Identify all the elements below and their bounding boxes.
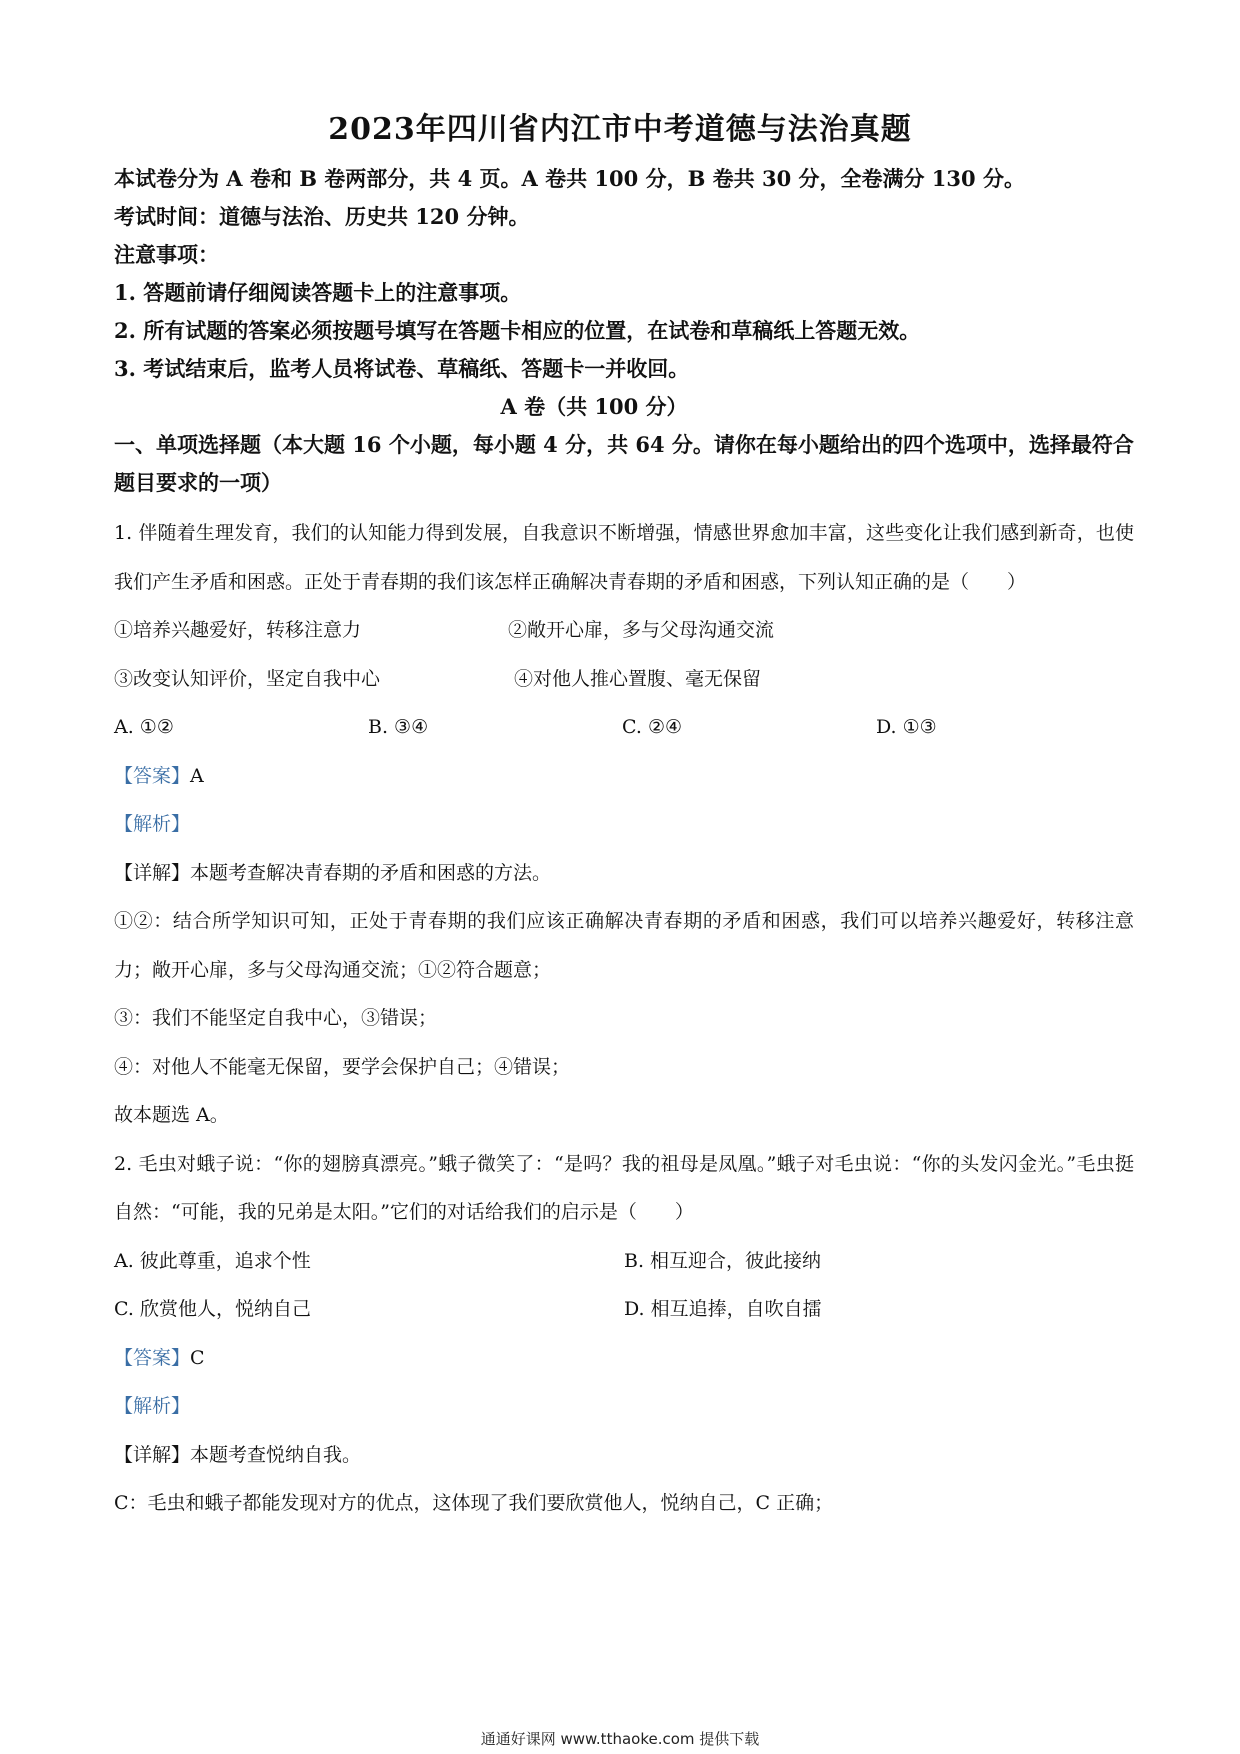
question-1-statements-row bbox=[114, 655, 1134, 704]
part1-heading: 一、单项选择题（本大题 16 个小题，每小题 4 分，共 64 分。请你在每小题给出的四个选项中，选择最符合题目要求的一项） bbox=[114, 432, 1134, 495]
detail-line: 【详解】本题考查悦纳自我。 bbox=[114, 1443, 362, 1466]
question-2-stem: 2. 毛虫对蛾子说：“你的翅膀真漂亮。”蛾子微笑了：“是吗？我的祖母是凤凰。”蛾子对毛虫说：“你的头发闪金光。”毛虫挺自然：“可能，我的兄弟是太阳。”它们的对话给我们的启示是（ ） bbox=[114, 1152, 1134, 1223]
statement: ④对他人推心置腹、毫无保留 bbox=[514, 667, 762, 690]
answer-line bbox=[114, 1334, 1134, 1383]
answer-value: A bbox=[190, 764, 204, 787]
question-1-options bbox=[114, 703, 1134, 752]
statement: ③改变认知评价，坚定自我中心 bbox=[114, 667, 381, 690]
option-c: C. ②④ bbox=[622, 716, 683, 738]
explanation: ①②：结合所学知识可知，正处于青春期的我们应该正确解决青春期的矛盾和困惑，我们可以培养兴趣爱好，转移注意力；敞开心扉，多与父母沟通交流；①②符合题意； bbox=[114, 910, 1134, 981]
analysis-tag: 【解析】 bbox=[114, 813, 191, 835]
note-item: 2. 所有试题的答案必须按题号填写在答题卡相应的位置，在试卷和草稿纸上答题无效。 bbox=[114, 318, 921, 343]
explanation: ④：对他人不能毫无保留，要学会保护自己；④错误； bbox=[114, 1055, 571, 1078]
answer-tag: 【答案】 bbox=[114, 1346, 191, 1369]
exam-time-line: 考试时间：道德与法治、历史共 120 分钟。 bbox=[114, 204, 530, 229]
option-a: A. 彼此尊重，追求个性 bbox=[114, 1249, 311, 1272]
detail-line: 【详解】本题考查解决青春期的矛盾和困惑的方法。 bbox=[114, 861, 552, 884]
explanation: C：毛虫和蛾子都能发现对方的优点，这体现了我们要欣赏他人，悦纳自己，C 正确； bbox=[114, 1492, 834, 1514]
question-1-statements-row bbox=[114, 606, 1134, 655]
question-1-stem: 1. 伴随着生理发育，我们的认知能力得到发展，自我意识不断增强，情感世界愈加丰富，这些变化让我们感到新奇，也使我们产生矛盾和困惑。正处于青春期的我们该怎样正确解决青春期的矛盾和困惑，下列认知正确的是（ ） bbox=[114, 522, 1134, 593]
analysis-tag: 【解析】 bbox=[114, 1395, 191, 1417]
answer-tag: 【答案】 bbox=[114, 764, 191, 787]
option-b: B. ③④ bbox=[368, 716, 429, 738]
exam-instructions bbox=[114, 160, 1134, 502]
statement: ①培养兴趣爱好，转移注意力 bbox=[114, 619, 362, 641]
question-2-options-row bbox=[114, 1237, 1134, 1286]
exam-scope-line: 本试卷分为 A 卷和 B 卷两部分，共 4 页。A 卷共 100 分，B 卷共 30 分，全卷满分 130 分。 bbox=[114, 166, 1025, 191]
note-item: 1. 答题前请仔细阅读答题卡上的注意事项。 bbox=[114, 280, 522, 305]
statement: ②敞开心扉，多与父母沟通交流 bbox=[508, 619, 775, 641]
option-d: D. ①③ bbox=[876, 716, 937, 738]
option-d: D. 相互追捧，自吹自擂 bbox=[624, 1298, 822, 1320]
explanation: ③：我们不能坚定自我中心，③错误； bbox=[114, 1007, 438, 1029]
option-b: B. 相互迎合，彼此接纳 bbox=[624, 1249, 822, 1272]
section-a-heading: A 卷（共 100 分） bbox=[500, 394, 688, 419]
answer-value: C bbox=[190, 1346, 205, 1369]
page-footer: 通通好课网 www.tthaoke.com 提供下载 bbox=[480, 1730, 760, 1748]
option-a: A. ①② bbox=[114, 716, 174, 738]
conclusion: 故本题选 A。 bbox=[114, 1104, 229, 1126]
questions bbox=[114, 509, 1134, 1528]
exam-title: 2023年四川省内江市中考道德与法治真题 bbox=[328, 112, 912, 147]
notes-heading: 注意事项： bbox=[114, 242, 219, 267]
option-c: C. 欣赏他人，悦纳自己 bbox=[114, 1298, 311, 1320]
question-2-options-row bbox=[114, 1285, 1134, 1334]
answer-line bbox=[114, 752, 1134, 801]
note-item: 3. 考试结束后，监考人员将试卷、草稿纸、答题卡一并收回。 bbox=[114, 356, 690, 381]
